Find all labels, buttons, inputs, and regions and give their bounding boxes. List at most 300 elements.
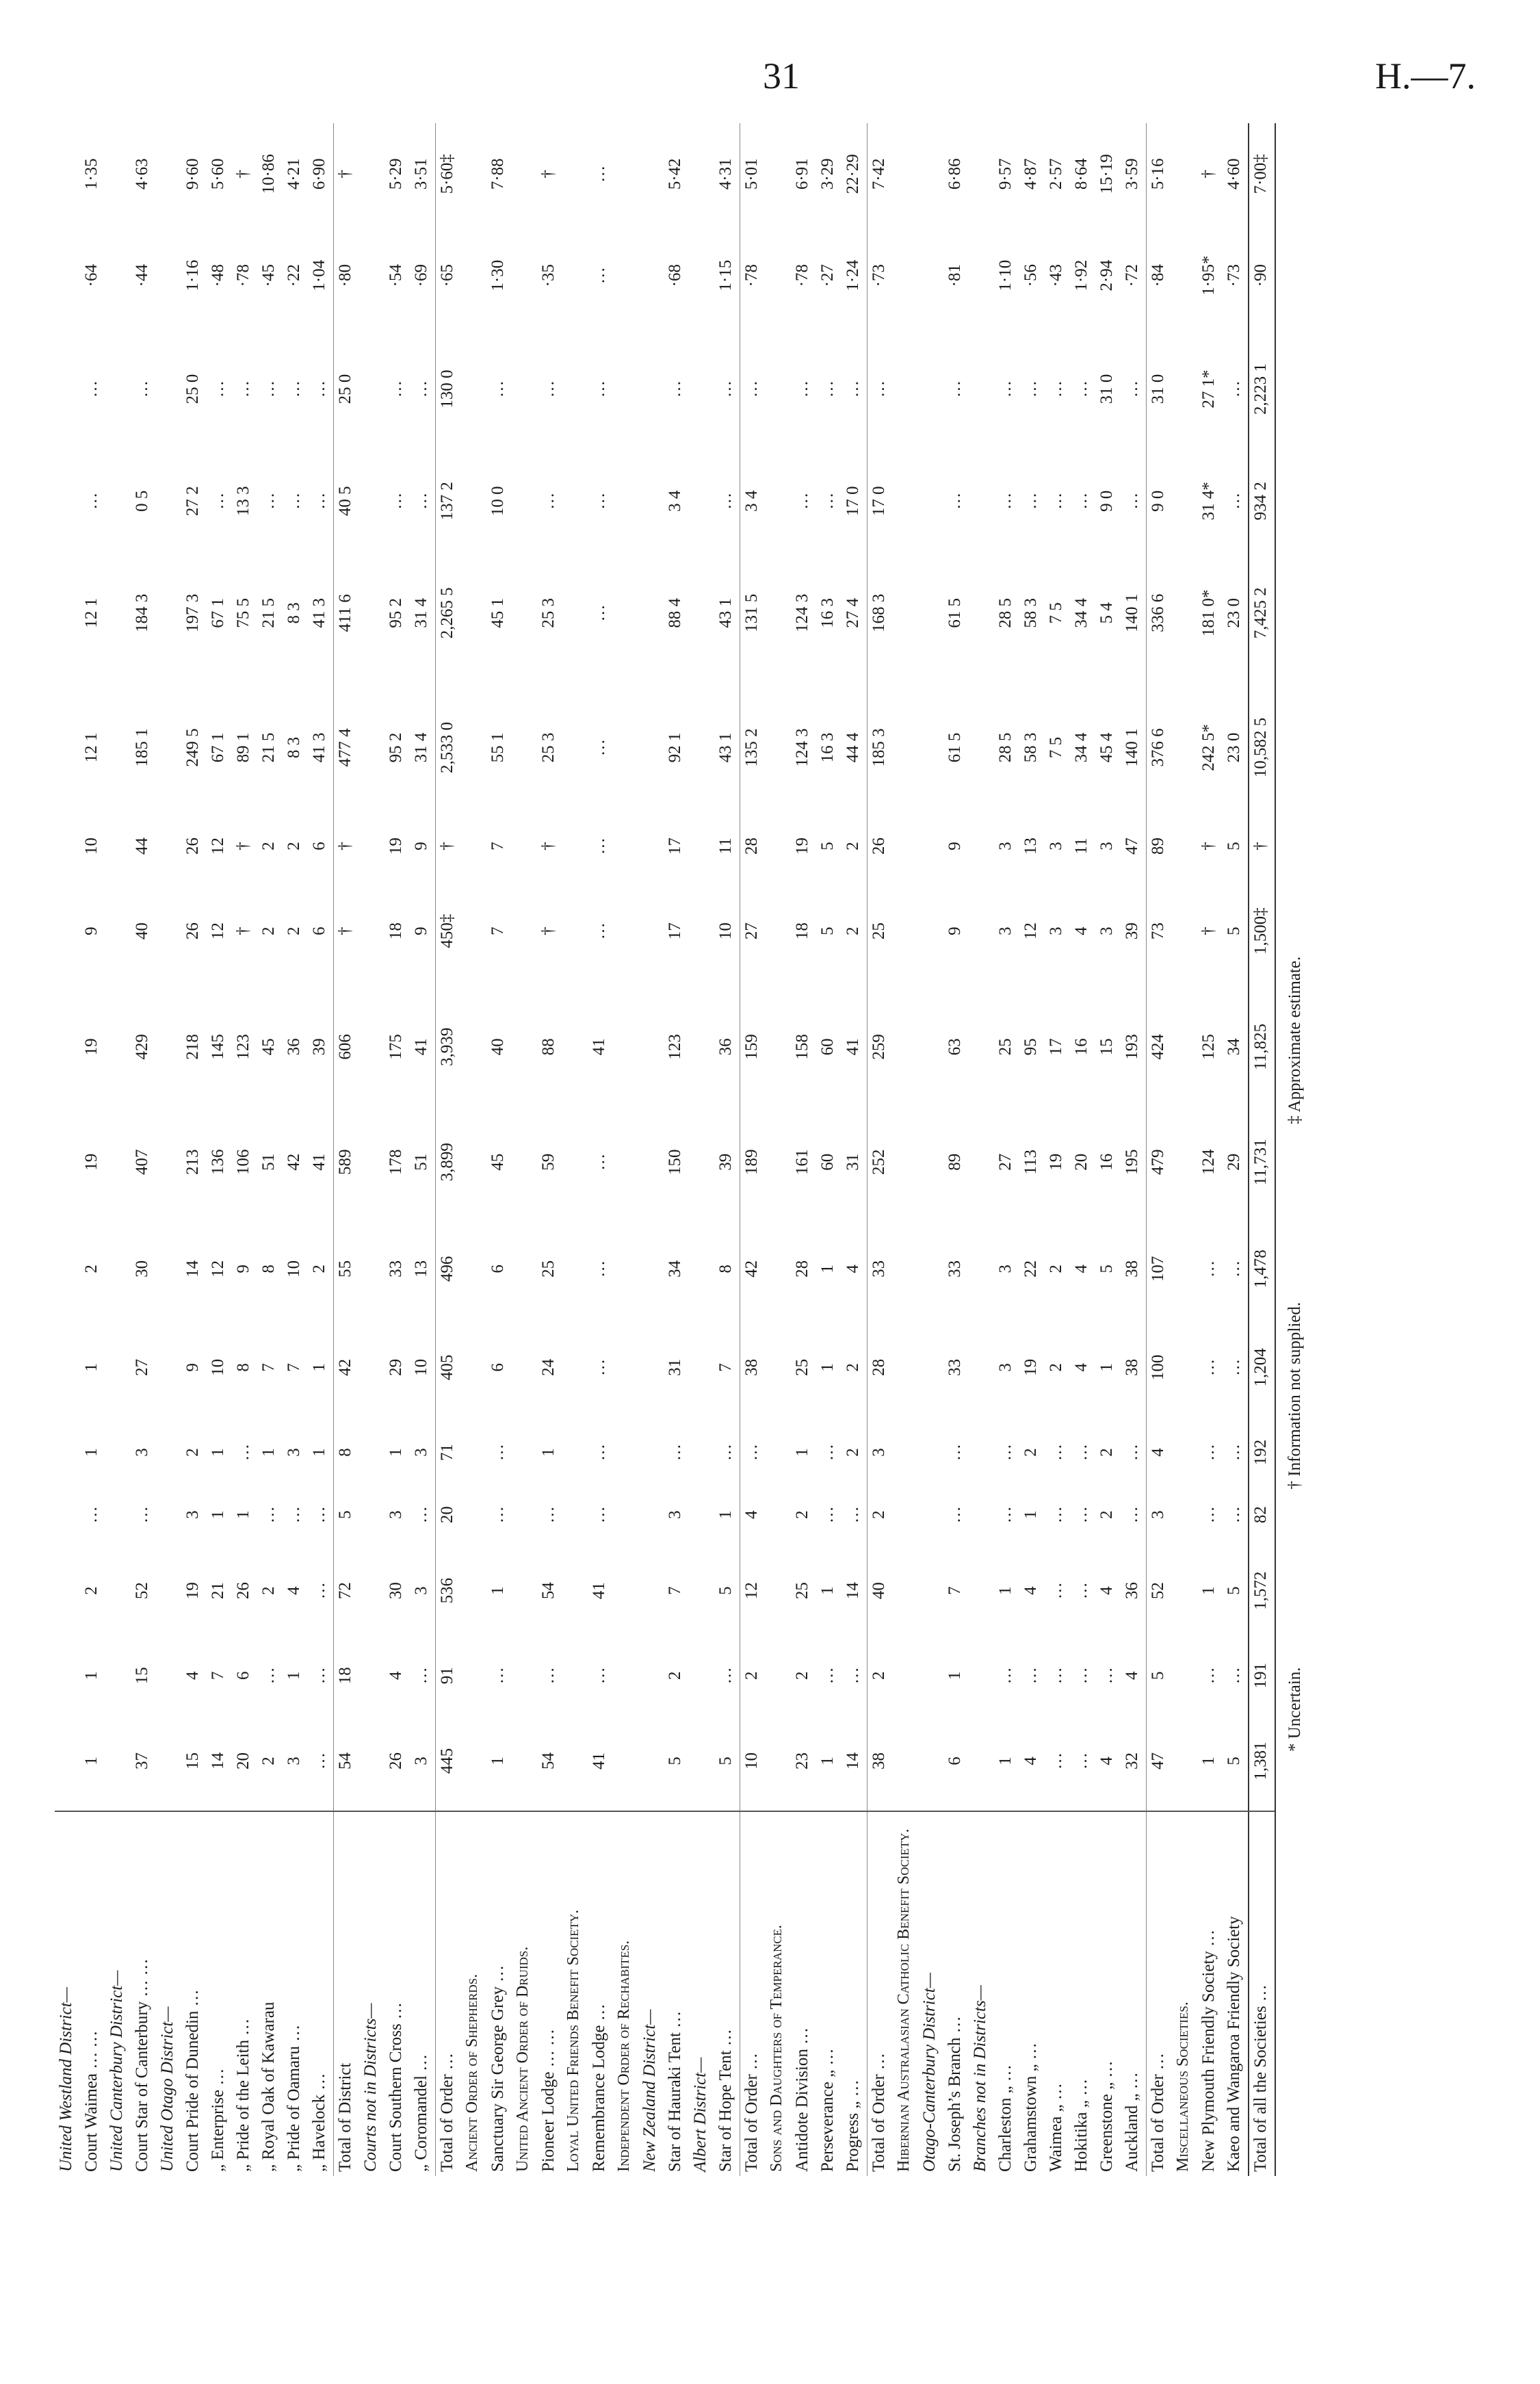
table-cell: 16 3 — [818, 732, 837, 763]
table-cell: 20 — [436, 1488, 462, 1542]
table-cell: 2 — [1047, 1265, 1065, 1273]
table-cell: 6 — [310, 842, 328, 851]
table-cell — [766, 676, 791, 820]
table-cell: 43 1 — [716, 732, 735, 763]
table-cell — [689, 224, 714, 326]
table-cell: 2 — [844, 1363, 862, 1372]
table-cell: 479 — [1147, 1104, 1173, 1219]
table-cell — [766, 1488, 791, 1542]
row-label: United Otago District— — [156, 1811, 181, 2176]
table-cell: … — [590, 1506, 608, 1524]
table-cell — [156, 1219, 181, 1318]
table-cell — [638, 1542, 664, 1640]
table-cell: 2 — [867, 1488, 893, 1542]
table-cell: 2 — [867, 1640, 893, 1711]
row-label: Pioneer Lodge … … — [537, 1811, 562, 2176]
table-cell — [689, 1104, 714, 1219]
table-cell: 376 6 — [1147, 676, 1173, 820]
table-cell — [512, 1711, 537, 1811]
table-cell: 55 1 — [488, 732, 507, 763]
table-cell: 33 — [867, 1219, 893, 1318]
table-cell: 3 — [412, 1757, 430, 1765]
table-cell: 4 — [387, 1671, 405, 1681]
table-cell: 54 — [539, 1752, 558, 1770]
table-cell: 4 — [1147, 1416, 1173, 1488]
table-cell — [893, 1711, 918, 1811]
table-cell — [512, 1318, 537, 1416]
table-cell: † — [539, 927, 558, 935]
table-cell: 9·57 — [996, 158, 1015, 190]
table-cell: 168 3 — [867, 550, 893, 675]
table-cell — [461, 123, 486, 224]
table-cell: … — [82, 380, 101, 398]
table-cell: … — [1047, 1667, 1065, 1685]
table-cell: 4 — [1072, 1363, 1091, 1372]
page-number: 31 — [763, 55, 800, 96]
table-cell: 589 — [334, 1104, 360, 1219]
table-cell: 259 — [867, 989, 893, 1104]
table-cell — [562, 1640, 588, 1711]
table-cell — [562, 123, 588, 224]
table-cell: 10 — [209, 1358, 227, 1376]
table-cell: 2 — [666, 1671, 684, 1681]
table-cell: 26 — [867, 819, 893, 872]
table-cell — [55, 1711, 80, 1811]
table-cell — [512, 819, 537, 872]
table-cell: … — [259, 492, 278, 510]
row-label: Court Pride of Dunedin … — [181, 1811, 207, 2176]
table-cell: † — [334, 123, 360, 224]
table-cell — [918, 326, 943, 452]
table-cell: 13 3 — [234, 486, 252, 517]
table-cell: 23 — [793, 1752, 811, 1770]
table-cell: 55 — [334, 1219, 360, 1318]
table-cell — [689, 819, 714, 872]
table-cell: 25 — [793, 1358, 811, 1376]
table-cell: 405 — [436, 1318, 462, 1416]
table-cell: 3 — [867, 1416, 893, 1488]
table-cell: 1·95* — [1199, 255, 1218, 296]
table-cell: 4 — [740, 1488, 766, 1542]
table-cell — [613, 326, 638, 452]
table-cell: 2,223 1 — [1249, 326, 1275, 452]
table-cell: 36 — [1123, 1582, 1141, 1600]
table-cell: … — [716, 1443, 735, 1461]
table-cell: … — [234, 380, 252, 398]
table-cell — [969, 452, 994, 550]
table-cell — [156, 452, 181, 550]
table-cell: 2 — [740, 1640, 766, 1711]
table-cell — [1172, 676, 1197, 820]
table-cell — [461, 452, 486, 550]
table-cell: ·64 — [82, 263, 101, 287]
table-cell: 33 — [387, 1260, 405, 1278]
table-cell: 34 — [1225, 1038, 1243, 1056]
table-cell: 1 — [259, 1448, 278, 1457]
footnote-not-supplied: † Information not supplied. — [1285, 1301, 1304, 1490]
table-cell: 7 — [945, 1586, 964, 1595]
table-cell — [969, 819, 994, 872]
table-cell: 63 — [945, 1038, 964, 1056]
table-cell — [461, 1104, 486, 1219]
table-cell: 9 0 — [1097, 490, 1116, 512]
table-cell — [156, 326, 181, 452]
table-cell — [893, 326, 918, 452]
table-cell: 1 — [716, 1510, 735, 1519]
table-cell: … — [1199, 1443, 1218, 1461]
table-cell: 242 5* — [1199, 724, 1218, 771]
table-cell — [1172, 819, 1197, 872]
table-cell: 1 — [488, 1757, 507, 1765]
table-cell — [359, 872, 384, 989]
table-cell — [766, 819, 791, 872]
table-cell — [105, 1219, 131, 1318]
table-cell — [893, 989, 918, 1104]
table-cell: … — [539, 380, 558, 398]
table-cell: 150 — [666, 1149, 684, 1176]
table-cell — [562, 819, 588, 872]
table-cell: 89 — [1147, 819, 1173, 872]
row-label: „ Royal Oak of Kawarau — [257, 1811, 283, 2176]
table-cell: … — [1072, 1582, 1091, 1600]
table-cell: 31 0 — [1147, 326, 1173, 452]
table-cell: 1 — [1097, 1363, 1116, 1372]
table-cell: 47 — [1147, 1711, 1173, 1811]
row-label: Progress „ … — [841, 1811, 867, 2176]
table-row — [918, 123, 943, 2176]
table-cell: 15 — [1097, 1038, 1116, 1056]
table-cell: 2 — [259, 842, 278, 851]
row-label: Remembrance Lodge … — [588, 1811, 613, 2176]
table-cell: 193 — [1123, 1034, 1141, 1060]
table-cell: 16 — [1097, 1153, 1116, 1171]
table-cell: 17 — [666, 922, 684, 940]
table-cell: 158 — [793, 1034, 811, 1060]
table-cell: 3 — [996, 927, 1015, 935]
table-cell: ·84 — [1147, 224, 1173, 326]
table-cell — [359, 989, 384, 1104]
table-cell: … — [1123, 492, 1141, 510]
table-cell: 3 — [666, 1510, 684, 1519]
table-cell — [613, 224, 638, 326]
table-cell — [562, 1542, 588, 1640]
table-cell: … — [1225, 492, 1243, 510]
row-label: United Westland District— — [55, 1811, 80, 2176]
row-label: „ Pride of Oamaru … — [283, 1811, 308, 2176]
table-cell — [766, 326, 791, 452]
table-cell: 38 — [1123, 1260, 1141, 1278]
table-cell — [1172, 326, 1197, 452]
table-cell: ·78 — [740, 224, 766, 326]
table-cell — [766, 452, 791, 550]
table-cell: … — [666, 1443, 684, 1461]
table-cell: … — [590, 380, 608, 398]
table-cell: 7·88 — [488, 158, 507, 190]
table-cell: 4 — [1097, 1586, 1116, 1595]
table-cell: ·65 — [436, 224, 462, 326]
table-cell — [156, 1416, 181, 1488]
table-cell: … — [310, 492, 328, 510]
table-cell: 41 — [590, 1038, 608, 1056]
table-cell — [1172, 224, 1197, 326]
table-cell: 161 — [793, 1149, 811, 1176]
table-cell: 25 3 — [539, 732, 558, 763]
table-cell — [359, 1219, 384, 1318]
table-row — [334, 123, 360, 2176]
table-cell: 5 — [1097, 1265, 1116, 1273]
table-cell — [105, 989, 131, 1104]
table-cell — [562, 452, 588, 550]
table-cell — [562, 676, 588, 820]
table-cell: 26 — [234, 1582, 252, 1600]
table-cell: 82 — [1249, 1488, 1275, 1542]
table-cell: 4 — [1072, 1265, 1091, 1273]
table-cell: 2 — [1047, 1363, 1065, 1372]
table-cell — [918, 550, 943, 675]
table-cell: 25 — [793, 1582, 811, 1600]
table-cell: 1 — [539, 1448, 558, 1457]
table-cell: 60 — [818, 1038, 837, 1056]
table-cell: … — [590, 837, 608, 855]
table-cell: 1,381 — [1249, 1711, 1275, 1811]
table-cell: 106 — [234, 1149, 252, 1176]
table-cell: † — [1199, 927, 1218, 935]
table-cell — [969, 1711, 994, 1811]
table-cell — [461, 1711, 486, 1811]
table-cell: 2 — [844, 1448, 862, 1457]
table-cell — [55, 123, 80, 224]
table-cell: 184 3 — [133, 593, 151, 633]
table-cell: 445 — [436, 1711, 462, 1811]
table-cell: 45 — [488, 1153, 507, 1171]
table-cell — [1172, 1711, 1197, 1811]
table-cell: 28 5 — [996, 732, 1015, 763]
table-cell: … — [818, 1506, 837, 1524]
table-cell: … — [1072, 492, 1091, 510]
table-cell: 51 — [412, 1153, 430, 1171]
table-cell — [689, 326, 714, 452]
table-cell — [613, 1640, 638, 1711]
table-cell: 8 — [716, 1265, 735, 1273]
table-cell: 7·42 — [867, 123, 893, 224]
table-row — [562, 123, 588, 2176]
table-cell: ·44 — [133, 263, 151, 287]
table-cell: 31 4* — [1199, 482, 1218, 521]
table-cell: 5 — [1225, 842, 1243, 851]
table-cell: 28 — [793, 1260, 811, 1278]
table-row — [537, 123, 562, 2176]
table-cell: 7 — [716, 1363, 735, 1372]
table-cell — [613, 676, 638, 820]
table-row — [841, 123, 867, 2176]
table-cell — [461, 872, 486, 989]
table-row — [410, 123, 436, 2176]
table-cell — [105, 1542, 131, 1640]
table-cell: 47 — [1123, 837, 1141, 855]
table-cell: 38 — [740, 1318, 766, 1416]
table-cell: 15 — [133, 1667, 151, 1685]
table-cell: 123 — [666, 1034, 684, 1060]
table-cell: 19 — [82, 1153, 101, 1171]
table-row — [232, 123, 257, 2176]
table-cell: 44 — [133, 837, 151, 855]
table-cell — [613, 1711, 638, 1811]
table-cell: 6 — [310, 927, 328, 935]
table-cell: 25 — [539, 1260, 558, 1278]
table-cell: 9·60 — [183, 158, 202, 190]
table-cell: 135 2 — [740, 676, 766, 820]
table-cell: … — [590, 267, 608, 285]
table-cell — [156, 676, 181, 820]
table-cell: 5 — [818, 842, 837, 851]
table-cell: … — [590, 1443, 608, 1461]
table-cell: … — [1072, 380, 1091, 398]
table-cell — [512, 1488, 537, 1542]
table-cell: 12 — [209, 922, 227, 940]
row-label: New Zealand District— — [638, 1811, 664, 2176]
table-cell: … — [996, 1443, 1015, 1461]
table-row — [131, 123, 156, 2176]
table-cell: 33 — [945, 1358, 964, 1376]
row-label: „ Pride of the Leith … — [232, 1811, 257, 2176]
table-row — [512, 123, 537, 2176]
table-cell: 5·29 — [387, 158, 405, 190]
row-label: Loyal United Friends Benefit Society. — [562, 1811, 588, 2176]
table-cell: … — [996, 1506, 1015, 1524]
table-cell: 8 3 — [285, 602, 303, 624]
table-cell: 41 — [412, 1038, 430, 1056]
table-cell — [55, 452, 80, 550]
table-cell: 14 — [183, 1260, 202, 1278]
table-cell: † — [234, 169, 252, 179]
table-cell: 16 3 — [818, 598, 837, 628]
table-cell: 95 2 — [387, 732, 405, 763]
row-label: Star of Hope Tent … — [714, 1811, 740, 2176]
table-row — [1197, 123, 1223, 2176]
table-cell: 1·30 — [488, 259, 507, 291]
table-cell: 36 — [716, 1038, 735, 1056]
table-cell: … — [590, 604, 608, 622]
table-cell: 31 4 — [412, 598, 430, 628]
table-cell: … — [133, 380, 151, 398]
table-cell: 4 — [1072, 927, 1091, 935]
row-label: Total of Order … — [436, 1811, 462, 2176]
table-cell — [461, 1640, 486, 1711]
table-cell — [969, 1488, 994, 1542]
table-cell — [461, 1219, 486, 1318]
table-cell — [766, 1640, 791, 1711]
table-cell: … — [412, 1667, 430, 1685]
table-cell — [55, 872, 80, 989]
table-cell: 5·42 — [666, 158, 684, 190]
table-cell — [689, 1318, 714, 1416]
table-cell: 1·10 — [996, 259, 1015, 291]
table-cell: 2·57 — [1047, 158, 1065, 190]
table-cell: 58 3 — [1021, 598, 1040, 628]
table-cell — [689, 872, 714, 989]
table-cell — [689, 1219, 714, 1318]
table-cell — [1172, 1416, 1197, 1488]
table-cell: … — [1123, 1506, 1141, 1524]
table-cell: 60 — [818, 1153, 837, 1171]
table-cell — [512, 452, 537, 550]
table-cell: 71 — [436, 1416, 462, 1488]
table-cell: † — [234, 842, 252, 851]
table-cell: … — [716, 492, 735, 510]
table-cell: 45 — [259, 1038, 278, 1056]
table-cell: 3 — [996, 842, 1015, 851]
table-cell: 1·24 — [844, 259, 862, 291]
table-cell: 429 — [133, 1034, 151, 1060]
table-cell: 19 — [793, 837, 811, 855]
table-cell: 18 — [387, 922, 405, 940]
table-cell: 3,939 — [436, 989, 462, 1104]
table-cell — [766, 1318, 791, 1416]
table-cell: 1 — [945, 1671, 964, 1681]
table-cell: 10 — [412, 1358, 430, 1376]
table-cell: † — [1249, 819, 1275, 872]
table-cell: … — [488, 1667, 507, 1685]
table-cell: 4 — [1097, 1757, 1116, 1765]
table-cell: ·56 — [1021, 263, 1040, 287]
table-cell: 181 0* — [1199, 589, 1218, 637]
table-cell — [893, 676, 918, 820]
table-cell: 7 5 — [1047, 736, 1065, 759]
table-cell: … — [387, 492, 405, 510]
table-cell — [613, 872, 638, 989]
table-cell: 31 0 — [1097, 374, 1116, 404]
table-cell: … — [209, 380, 227, 398]
table-cell: 2 — [793, 1510, 811, 1519]
table-cell: 136 — [209, 1149, 227, 1176]
table-cell: … — [945, 1506, 964, 1524]
table-cell — [156, 1640, 181, 1711]
table-cell — [893, 224, 918, 326]
table-cell — [1172, 1640, 1197, 1711]
table-cell: 1·35 — [82, 158, 101, 190]
table-cell: 9 — [412, 842, 430, 851]
table-cell: ·27 — [818, 263, 837, 287]
table-cell: 6·86 — [945, 158, 964, 190]
table-row — [1070, 123, 1095, 2176]
table-cell: … — [387, 380, 405, 398]
table-cell: 5 — [1225, 927, 1243, 935]
row-label: Greenstone „ … — [1095, 1811, 1121, 2176]
table-cell — [359, 452, 384, 550]
table-cell: 252 — [867, 1104, 893, 1219]
table-cell: … — [590, 1667, 608, 1685]
table-cell: 1 — [488, 1586, 507, 1595]
table-cell — [969, 1542, 994, 1640]
table-cell — [156, 1104, 181, 1219]
table-cell — [512, 550, 537, 675]
table-cell: 3 4 — [740, 452, 766, 550]
table-cell: 54 — [539, 1582, 558, 1600]
row-label: Miscellaneous Societies. — [1172, 1811, 1197, 2176]
table-cell — [512, 1416, 537, 1488]
table-cell: … — [818, 1443, 837, 1461]
table-cell: 123 — [234, 1034, 252, 1060]
table-cell: … — [590, 739, 608, 757]
table-cell: ·43 — [1047, 263, 1065, 287]
table-cell — [55, 1416, 80, 1488]
table-cell — [461, 819, 486, 872]
table-cell: 1 — [234, 1510, 252, 1519]
table-cell: 0 5 — [133, 490, 151, 512]
table-cell — [689, 1711, 714, 1811]
table-cell: 12 — [209, 1260, 227, 1278]
row-label: Total of Order … — [740, 1811, 766, 2176]
